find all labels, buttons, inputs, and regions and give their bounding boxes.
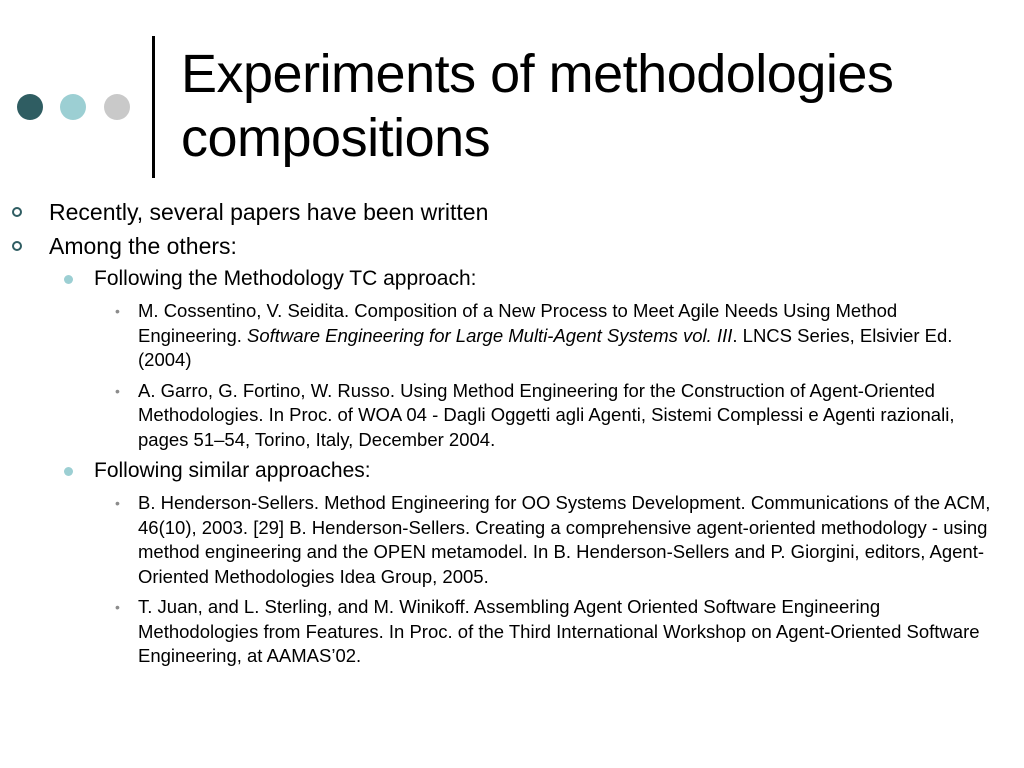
sub-bullet-text: Following similar approaches:: [94, 459, 371, 482]
title-divider: [152, 36, 155, 178]
reference-text: [138, 300, 952, 370]
sub-bullet-item: [0, 264, 1010, 293]
filled-circle-icon: [64, 275, 73, 284]
reference-text-italic: Software Engineering for Large Multi-Agent Systems vol. III: [247, 324, 733, 346]
reference-item: [0, 299, 1010, 373]
reference-text-plain: . LNCS Series, Elsivier Ed. (2004): [138, 324, 953, 370]
small-dot-icon: •: [115, 303, 120, 319]
reference-text: T. Juan, and L. Sterling, and M. Winikoff. Assembling Agent Oriented Software Engineering Methodologies from Features. In Proc. of the Third International Workshop on Agent-Oriented Software Engineering, at AAMAS’02.: [138, 596, 980, 666]
small-dot-icon: •: [115, 495, 120, 511]
hollow-circle-icon: [12, 207, 22, 217]
hollow-circle-icon: [12, 241, 22, 251]
decorative-dot-grey: [104, 94, 130, 120]
reference-item: [0, 491, 1010, 589]
reference-text: A. Garro, G. Fortino, W. Russo. Using Method Engineering for the Construction of Agent-Oriented Methodologies. In Proc. of WOA 04 - Dagli Oggetti agli Agenti, Sistemi Complessi e Agenti razionali, pages 51–54, Torino, Italy, December 2004.: [138, 379, 955, 450]
reference-text: B. Henderson-Sellers. Method Engineering for OO Systems Development. Communications of the ACM, 46(10), 2003. [29] B. Henderson-Sellers. Creating a comprehensive agent-oriented methodology - using method engineering and the OPEN metamodel. In B. Henderson-Sellers and P. Giorgini, editors, Agent-Oriented Methodologies Idea Group, 2005.: [138, 492, 991, 587]
reference-text-plain: M. Cossentino, V. Seidita. Composition of a New Process to Meet Agile Needs Using Method Engineering.: [138, 300, 898, 346]
reference-item: [0, 379, 1010, 453]
slide-content: [0, 196, 1010, 669]
bullet-item: [0, 230, 1010, 262]
decorative-dot-light: [60, 94, 86, 120]
slide-title: Experiments of methodologies compositions: [181, 44, 894, 168]
decorative-dot-dark: [17, 94, 43, 120]
reference-item: [0, 595, 1010, 669]
small-dot-icon: •: [115, 599, 120, 615]
small-dot-icon: •: [115, 382, 120, 399]
filled-circle-icon: [64, 467, 73, 476]
sub-bullet-item: [0, 456, 1010, 485]
bullet-item: [0, 196, 1010, 228]
bullet-text: Recently, several papers have been written: [49, 199, 489, 225]
bullet-text: Among the others:: [49, 233, 237, 259]
sub-bullet-text: Following the Methodology TC approach:: [94, 267, 477, 290]
